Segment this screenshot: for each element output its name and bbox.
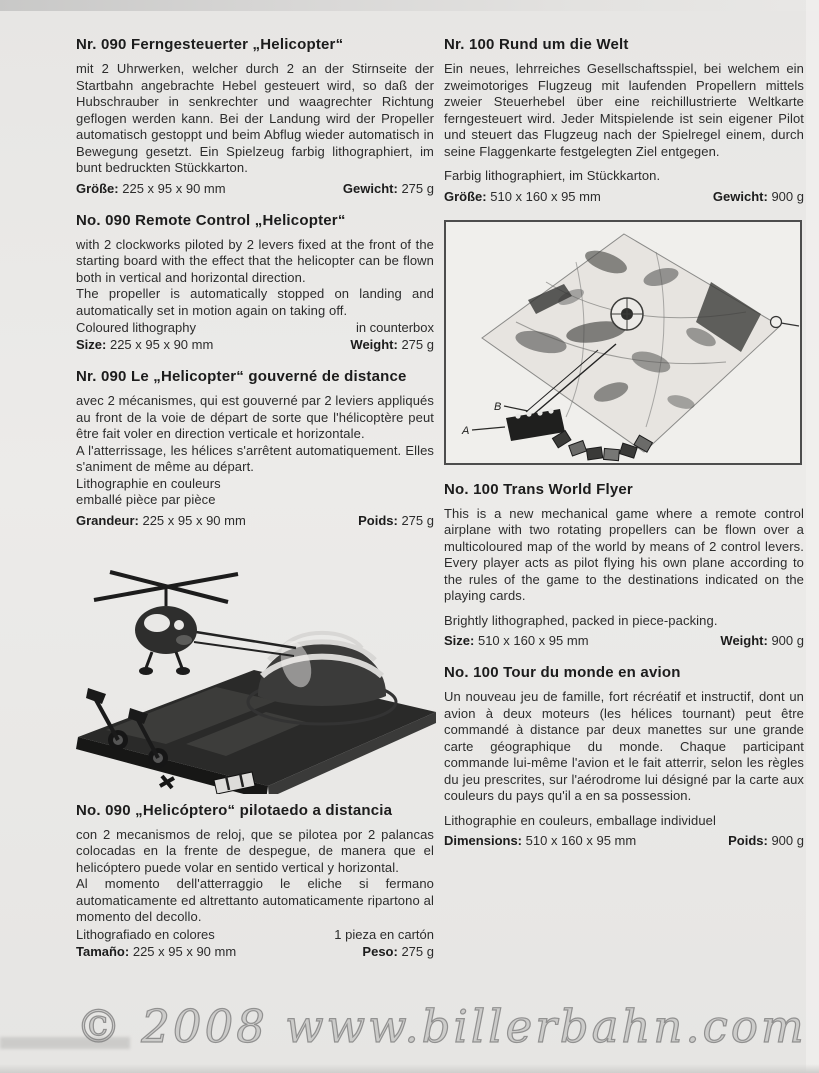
section-body-en-090-p1: with 2 clockworks piloted by 2 levers fixed at the front of the starting board with the effect that the helicopter can be flown both in vertical and horizontal direction. <box>76 236 434 285</box>
helicopter <box>94 572 238 675</box>
section-body-fr-090-p1: avec 2 mécanismes, qui est gouverné par 2 leviers appliqués au front de la voie de départ de sorte que l'hélicoptère peut être fait voler en direction verticale et horizontale. <box>76 393 434 441</box>
litho-note: Coloured lithography <box>76 320 196 335</box>
weight-value: 275 g <box>401 943 434 959</box>
specs-row-es-090 <box>76 943 434 960</box>
size-label: Size: <box>444 633 475 648</box>
weight-label: Poids: <box>358 512 398 528</box>
helicopter-toy-illustration <box>66 544 442 794</box>
section-title-en-100: No. 100 Trans World Flyer <box>444 480 633 498</box>
specs-row-en-100 <box>444 632 804 649</box>
size-spec <box>444 832 636 849</box>
section-body-en-100: This is a new mechanical game where a remote control airplane with two rotating propellers can be flown over a multicoloured map of the world by means of 2 control levers. Every player acts as pilot flying his own plane according to the rules of the game to the destinations indicated on the playing cards. <box>444 505 804 603</box>
size-spec <box>76 512 246 529</box>
specs-row-de-100 <box>444 188 804 205</box>
weight-label: Weight: <box>350 337 398 352</box>
weight-spec <box>720 632 804 649</box>
litho-note-en-100: Brightly lithographed, packed in piece-packing. <box>444 612 718 628</box>
size-label: Size: <box>76 337 107 352</box>
size-label: Tamaño: <box>76 943 130 959</box>
size-label: Größe: <box>444 188 487 204</box>
section-de-090 <box>76 36 434 197</box>
section-de-100 <box>444 36 804 205</box>
litho-note: Lithographie en couleurs <box>76 475 221 491</box>
weight-value: 275 g <box>401 512 434 528</box>
trans-world-flyer-game-photo <box>444 220 802 465</box>
weight-spec <box>343 180 434 197</box>
specs-row-en-090 <box>76 336 434 353</box>
weight-value: 275 g <box>401 337 434 352</box>
section-title-de-090: Nr. 090 Ferngesteuerter „Helicopter“ <box>76 36 344 53</box>
section-title-es-090: No. 090 „Helicóptero“ pilotaedo a distancia <box>76 801 393 819</box>
scan-edge-artifact-top <box>0 0 819 11</box>
scan-edge-artifact-right <box>806 0 819 1073</box>
specs-row-fr-100 <box>444 832 804 849</box>
section-title-en-090: No. 090 Remote Control „Helicopter“ <box>76 211 346 229</box>
section-en-090 <box>76 212 434 354</box>
size-spec <box>444 632 589 649</box>
section-title-de-100: Nr. 100 Rund um die Welt <box>444 36 629 53</box>
litho-note-fr-100: Lithographie en couleurs, emballage individuel <box>444 812 717 828</box>
section-body-es-090-p1: con 2 mecanismos de reloj, que se pilotea por 2 palancas colocadas en la frente de despegue, de manera que el helicóptero puede volar en sentido vertical y horizontal. <box>76 826 434 875</box>
weight-spec <box>350 336 434 353</box>
specs-row-de-090 <box>76 180 434 197</box>
section-body-de-090: mit 2 Uhrwerken, welcher durch 2 an der Stirnseite der Startbahn angebrachte Hebel gesteuert wird, so daß der Hubschrauber in senkrechter und waagrechter Richtung geflogen werden kann. Bei der Landung wird der Propeller automatisch gestoppt und beim Abflug wieder automatisch in Bewegung gesetzt. Ein Spielzeug farbig lithographiert, im bunt bedruckten Stückkarton. <box>76 61 434 175</box>
website-watermark: © 2008 www.billerbahn.com <box>76 1000 807 1053</box>
section-fr-100 <box>444 664 804 849</box>
helicopter-toy-photo <box>66 544 442 794</box>
section-body-es-090-p2: Al momento dell'atterraggio le eliche si fermano automaticamente ed altrettanto automaticamente ripartono al momento del decollo. <box>76 876 434 924</box>
size-spec <box>76 943 236 960</box>
size-value: 225 x 95 x 90 mm <box>122 180 226 196</box>
size-value: 225 x 95 x 90 mm <box>132 943 237 959</box>
right-column <box>444 36 804 864</box>
weight-spec <box>362 943 434 960</box>
litho-note: Lithografiado en colores <box>76 926 215 942</box>
section-es-090 <box>76 802 434 960</box>
weight-label: Gewicht: <box>712 188 768 204</box>
size-value: 510 x 160 x 95 mm <box>525 833 637 848</box>
game-board-illustration <box>446 222 800 463</box>
size-value: 510 x 160 x 95 mm <box>490 188 601 204</box>
pointer-label-b: B <box>494 400 502 413</box>
weight-label: Peso: <box>362 943 398 959</box>
litho-note-de-100: Farbig lithographiert, im Stückkarton. <box>444 168 661 183</box>
section-body-fr-100: Un nouveau jeu de famille, fort récréatif et instructif, dont un avion à deux moteurs (les hélices tournant) peut être commandé à distance par deux manettes sur une grande carte géographique du monde. Chaque participant commande lui-même l'avion et le fait atterrir, selon les règles du jeu prescrites, sur l'aérodrome lui désigné par la carte aux couleurs du pays qu'il a en sa possession. <box>444 689 804 803</box>
weight-spec <box>358 512 434 529</box>
size-label: Dimensions: <box>444 833 523 848</box>
left-column <box>76 36 434 975</box>
section-title-fr-090: Nr. 090 Le „Helicopter“ gouverné de distance <box>76 368 407 385</box>
packing-note: in counterbox <box>355 320 434 335</box>
weight-label: Poids: <box>728 833 768 848</box>
weight-spec <box>728 832 804 849</box>
weight-value: 900 g <box>771 833 804 848</box>
section-fr-090 <box>76 368 434 529</box>
packing-note: emballé pièce par pièce <box>76 492 216 507</box>
weight-spec <box>713 188 804 205</box>
section-body-de-100: Ein neues, lehrreiches Gesellschaftsspiel, bei welchem ein zweimotoriges Flugzeug mit laufenden Propellern mittels zweier Steuerhebel über eine reichillustrierte Weltkarte ferngesteuert wird. Jeder Mitspielende ist sein eigener Pilot und steuert das Flugzeug nach der Spielregel einem, durch seine Flaggenkarte festgelegten Ziel entgegen. <box>444 61 804 159</box>
size-value: 225 x 95 x 90 mm <box>109 337 214 352</box>
scan-edge-artifact-bottom <box>0 1064 819 1073</box>
size-label: Grandeur: <box>76 512 139 528</box>
weight-label: Gewicht: <box>342 180 398 196</box>
section-body-en-090-p2: The propeller is automatically stopped on landing and automatically set in motion again on taking off. <box>76 286 434 318</box>
size-value: 510 x 160 x 95 mm <box>477 633 589 648</box>
size-label: Größe: <box>76 180 119 196</box>
size-value: 225 x 95 x 90 mm <box>142 512 246 528</box>
section-en-100 <box>444 481 804 650</box>
section-title-fr-100: No. 100 Tour du monde en avion <box>444 664 681 681</box>
size-spec <box>444 188 601 205</box>
weight-label: Weight: <box>720 633 768 648</box>
weight-value: 900 g <box>771 188 804 204</box>
pointer-label-a: A <box>462 424 470 437</box>
weight-value: 275 g <box>401 180 434 196</box>
packing-row-es-090 <box>76 926 434 943</box>
size-spec <box>76 180 226 197</box>
packing-note: 1 pieza en cartón <box>334 926 434 942</box>
packing-row-en-090 <box>76 319 434 336</box>
size-spec <box>76 336 213 353</box>
section-body-fr-090-p2: A l'atterrissage, les hélices s'arrêtent automatiquement. Elles s'animent de même au départ. <box>76 442 434 474</box>
specs-row-fr-090 <box>76 512 434 529</box>
weight-value: 900 g <box>771 633 804 648</box>
